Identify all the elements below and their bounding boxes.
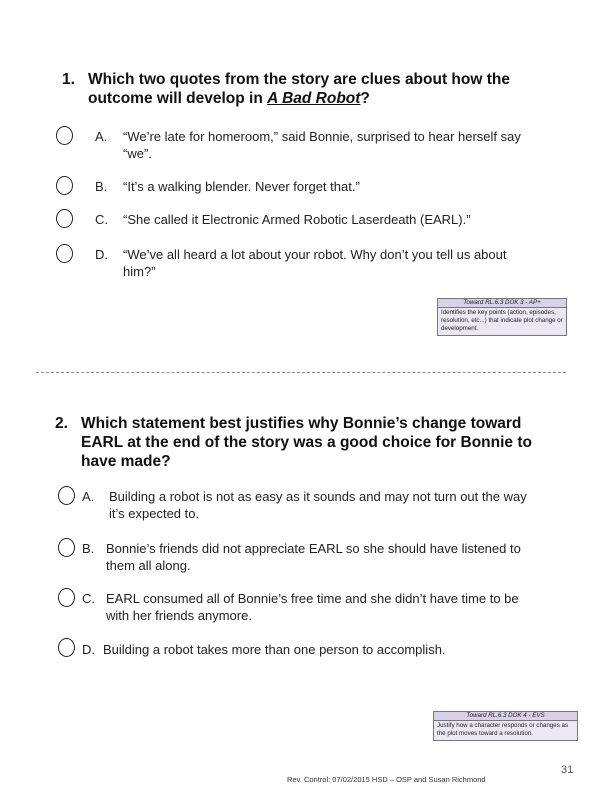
option-letter: B. — [82, 541, 95, 556]
question-1-number: 1. — [62, 71, 75, 88]
q2-option-d-radio[interactable] — [58, 638, 75, 657]
question-1-text-end: ? — [360, 90, 370, 107]
option-letter: C. — [95, 212, 108, 227]
q2-option-a-radio[interactable] — [58, 486, 75, 505]
option-letter: A. — [95, 129, 108, 144]
question-2-number: 2. — [55, 415, 68, 432]
option-letter: C. — [82, 591, 95, 606]
standard-header: Toward RL.6.3 DOK 4 - EVS — [434, 712, 577, 721]
q1-option-d-radio[interactable] — [56, 244, 73, 263]
q2-option-c-radio[interactable] — [58, 588, 75, 607]
option-text: Bonnie’s friends did not appreciate EARL so she should have listened to them all along. — [106, 541, 521, 573]
footer-text: Rev. Control: 07/02/2015 HSD – OSP and Susan Richmond — [287, 775, 486, 784]
q2-option-d[interactable] — [82, 641, 542, 658]
page-number: 31 — [561, 764, 574, 776]
question-1-stem — [62, 70, 532, 108]
option-letter: D. — [95, 247, 108, 262]
option-text: Building a robot takes more than one person to accomplish. — [103, 642, 446, 657]
q1-option-c[interactable] — [95, 211, 535, 228]
q2-option-b[interactable] — [82, 540, 542, 574]
option-text: Building a robot is not as easy as it sounds and may not turn out the way it’s expected to. — [109, 489, 527, 521]
q1-standard-box — [437, 298, 567, 336]
q1-option-b-radio[interactable] — [56, 176, 73, 195]
q1-option-b[interactable] — [95, 178, 535, 195]
question-1-text: Which two quotes from the story are clues about how the outcome will develop in — [88, 71, 510, 107]
q2-option-c[interactable] — [82, 590, 542, 624]
q2-standard-box — [433, 711, 578, 741]
q1-option-d[interactable] — [95, 246, 540, 280]
standard-header: Toward RL.6.3 DOK 3 - AP+ — [438, 299, 566, 308]
q1-option-a[interactable] — [95, 128, 535, 162]
option-text: “She called it Electronic Armed Robotic Laserdeath (EARL).” — [123, 212, 471, 227]
option-text: “We’ve all heard a lot about your robot. Why don’t you tell us about him?” — [123, 247, 507, 279]
question-2-stem — [55, 414, 550, 471]
standard-description: Identifies the key points (action, episodes, resolution, etc...) that indicate plot change or development. — [438, 308, 566, 335]
story-title: A Bad Robot — [267, 90, 361, 107]
question-2-text: Which statement best justifies why Bonnie’s change toward EARL at the end of the story was a good choice for Bonnie to have made? — [81, 415, 532, 470]
q2-option-a[interactable] — [82, 488, 542, 522]
section-divider — [36, 372, 566, 373]
option-text: “It’s a walking blender. Never forget that.” — [123, 179, 360, 194]
standard-description: Justify how a character responds or changes as the plot moves toward a resolution. — [434, 721, 577, 740]
q2-option-b-radio[interactable] — [58, 538, 75, 557]
option-text: “We’re late for homeroom,” said Bonnie, surprised to hear herself say “we”. — [123, 129, 521, 161]
option-letter: B. — [95, 179, 108, 194]
option-letter: D. — [82, 642, 95, 657]
option-letter: A. — [82, 489, 95, 504]
q1-option-c-radio[interactable] — [56, 209, 73, 228]
q1-option-a-radio[interactable] — [56, 126, 73, 145]
option-text: EARL consumed all of Bonnie’s free time and she didn’t have time to be with her friends anymore. — [106, 591, 519, 623]
